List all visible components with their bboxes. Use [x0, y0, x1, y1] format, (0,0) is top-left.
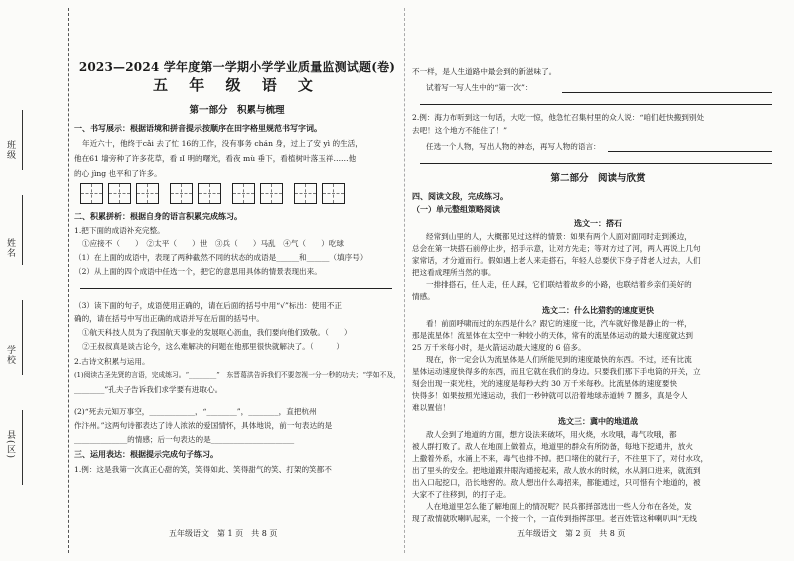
selection-3-line: 出了里头的安全。把地道跟井眼沟通接起来，敌人放水的时候，水从洞口进来，就流到: [412, 466, 701, 475]
q2-item: （1）在上面的成语中，表现了两种截然不同的状态的成语是______和______（填序号）: [74, 253, 368, 262]
selection-2-line: 25 万千米每小时，是火箭运动最大速度的 6 倍多。: [412, 343, 586, 352]
tianzige-grid: [80, 183, 345, 204]
q2-item: ________”孔夫子告诉我们求学要有进取心。: [74, 385, 223, 394]
name-line[interactable]: [22, 195, 23, 265]
q2-item: （2）从上面的四个成语中任选一个，把它的意思用具体的情景表现出来。: [74, 267, 322, 276]
subject-title: 五 年 级 语 文: [153, 76, 321, 94]
q1-passage-line: 年近六十，他终于cǎi 去了忙 16的工作，没有事务 chán 身，过上了安 yì 的生活，: [82, 139, 363, 148]
writing-box[interactable]: [294, 183, 317, 204]
writing-box[interactable]: [170, 183, 193, 204]
selection-1-line: 总会在第一块搭石前停止步，招手示意，让对方先走；等对方过了河，两人再说上几句: [412, 244, 701, 253]
q4-subheading: （一）单元整组策略阅读: [412, 204, 500, 214]
writing-box[interactable]: [136, 183, 159, 204]
school-label: 学校: [5, 345, 15, 365]
selection-3-line: 现了敌情就吹喇叭起来，一个接一个，一直传到指挥部里。老百姓管这种喇叭叫“无线: [412, 514, 697, 523]
selection-2-line: 星体运动速度快得多的东西，而且它就在我们的身边。只要我们那下手电筒的开关，立: [412, 367, 701, 376]
q2-heading: 二、积累拼析：根据自身的语言积累完成练习。: [74, 211, 242, 221]
q4-heading: 四、阅读文段，完成练习。: [412, 191, 508, 201]
selection-3-line: 敌人会到了地道的方面，想方设法来破坏，用火烧，水攻哦，毒气攻哦，都: [426, 430, 677, 439]
selection-1-line: 家常话，才分道而行。假如遇上老人来走搭石，年轻人总要伏下身子背老人过去，人们: [412, 256, 701, 265]
selection-1-line: 把这看成理所当然的事。: [412, 268, 496, 277]
q2-item: (1)阅读古圣先贤的言语，完成练习。“________” 东晋葛洪告诉我们不要忽视一分一秒的功夫；“学如不及，: [74, 371, 400, 379]
q2-item: 确的，请在括号中写出正确的成语并写在后面的括号中。: [74, 314, 264, 323]
class-line[interactable]: [22, 110, 23, 170]
writing-box[interactable]: [260, 183, 283, 204]
selection-2-line: 那是流星体！流星体在太空中一种较小的天体，常有的流星体运动的最大速度就达到: [412, 331, 693, 340]
q1-heading: 一、书写展示：根据语境和拼音提示按顺序在田字格里规范书写字词。: [74, 123, 322, 133]
q3-item: 1.例：这是我第一次真正心甜的笑，笑得如此、笑得甜气的笑、打架的笑都不: [74, 465, 332, 474]
selection-3-line: 出入口起挖口，沿长地窖的。敌人想出什么毒招来，都能通过，只可惜有个地道的，被: [412, 478, 701, 487]
q1-passage-line: 他在61 墙旁种了许多花草，看 ɪI 明的曙光，看夜 mù 垂下，看植树叶落玉祥……他: [74, 154, 357, 163]
part2-title: 第二部分 阅读与欣赏: [550, 173, 646, 184]
binding-margin: [0, 0, 70, 561]
page-footer: 五年级语文 第 2 页 共 8 页: [517, 529, 626, 538]
selection-3-line: 上撒着外系，水涌上不来，毒气也排不掉。把口堵住的就行子，不往里下了，对付水攻，: [412, 454, 709, 463]
q2-item: ②王叔叔真是谈古论今，这么难解决的问题在他那里很快就解决了。（ ）: [82, 342, 344, 351]
class-label: 班级: [5, 140, 15, 160]
answer-line[interactable]: [608, 151, 772, 152]
q2-item: ______________的情感；后一句表达的是______________________: [74, 435, 295, 444]
district-line[interactable]: [22, 410, 23, 485]
selection-3-line: 被人群打败了。敌人在地面上做着点，地道里的群众有所防备，每地下挖通井，放火: [412, 442, 693, 451]
selection-1-line: 经常到山里的人，大概都见过这样的情景：如果有两个人面对面同时走到溪边，: [426, 232, 692, 241]
page-footer: 五年级语文 第 1 页 共 8 页: [169, 529, 278, 538]
q2-item: 2.古诗文积累与运用。: [74, 357, 150, 366]
q2-item: 作汴州。”这两句诗都表达了诗人浓浓的爱国情怀，具体地说，前一句表达的是: [74, 421, 333, 430]
q1-passage-line: 的心 jìng 也平和了许多。: [74, 169, 162, 178]
q3-continuation: 不一样，是人生道路中最会到的新滋味了。: [412, 67, 557, 76]
selection-3-line: 人在地道里怎么能了解地面上的情况呢？民兵都择部选出一些人分布在各处，发: [426, 502, 692, 511]
q2-item: (2)“死去元知万事空，____________，“________”，________，直把杭州: [74, 407, 317, 416]
q3-prompt: 任选一个人物，写出人物的神态，再写人物的语言：: [426, 142, 601, 151]
selection-2-title: 选文二：什么比猎豹的速度更快: [542, 305, 654, 315]
writing-box[interactable]: [322, 183, 345, 204]
selection-2-line: 现在，你一定会认为流星体是人们所能见到的速度最快的东西。不过，还有比流: [426, 355, 692, 364]
q2-idioms: ①应接不（ ） ②太平（ ）世 ③兵（ ）马乱 ④气（ ）吃球: [82, 239, 344, 248]
writing-box[interactable]: [232, 183, 255, 204]
q2-item: （3）读下面的句子，成语使用正确的，请在后面的括号中用“√”标出：使用不正: [74, 301, 343, 310]
answer-line[interactable]: [80, 288, 392, 289]
selection-1-title: 选文一：搭石: [574, 218, 622, 228]
exam-title: 2023—2024 学年度第一学期小学学业质量监测试题(卷): [78, 60, 396, 74]
q2-item: 1.把下面的成语补充完整。: [74, 226, 165, 235]
selection-3-line: 大家不了往移到，的打子走。: [412, 490, 511, 499]
answer-line[interactable]: [420, 104, 772, 105]
q3-example: 2.例：海力布听到这一句话，大吃一惊，他急忙召集村里的众人说：“咱们赶快搬到别处: [412, 113, 705, 122]
selection-3-title: 选文三：冀中的地道战: [558, 416, 638, 426]
q3-heading: 三、运用表达：根据提示完成句子练习。: [74, 449, 218, 459]
selection-1-line: 一排排搭石，任人走，任人踩，它们联结着故乡的小路，也联结着乡亲们美好的: [426, 280, 692, 289]
writing-box[interactable]: [198, 183, 221, 204]
q3-example: 去吧！这个地方不能住了！”: [412, 126, 508, 135]
selection-2-line: 看！前面呼啸而过的东西是什么？跟它的速度一比，汽车就好像是静止的一样，: [426, 319, 692, 328]
q2-item: ①航天科技人员为了我国航天事业的发展呕心沥血，我们要向他们致敬。（ ）: [82, 328, 352, 337]
selection-2-line: 快得多！如果按照光速运动，我们一秒钟就可以沿着地球赤道转 7 圈多，真是令人: [412, 391, 688, 400]
fold-line: [68, 8, 69, 553]
selection-1-line: 情感。: [412, 292, 435, 301]
answer-line[interactable]: [420, 163, 772, 164]
selection-2-line: 刻会出现一束光柱，光的速度是每秒大约 30 万千米每秒。比流星体的速度要快: [412, 379, 678, 388]
part1-title: 第一部分 积累与梳理: [189, 105, 285, 116]
page-divider: [404, 8, 405, 553]
name-label: 姓名: [5, 238, 15, 258]
writing-box[interactable]: [108, 183, 131, 204]
writing-box[interactable]: [80, 183, 103, 204]
answer-line[interactable]: [562, 92, 772, 93]
district-label: 县(区): [5, 430, 15, 460]
selection-2-line: 难以置信！: [412, 403, 450, 412]
q3-prompt: 试着写一写人生中的“第一次”：: [426, 83, 533, 92]
school-line[interactable]: [22, 300, 23, 375]
